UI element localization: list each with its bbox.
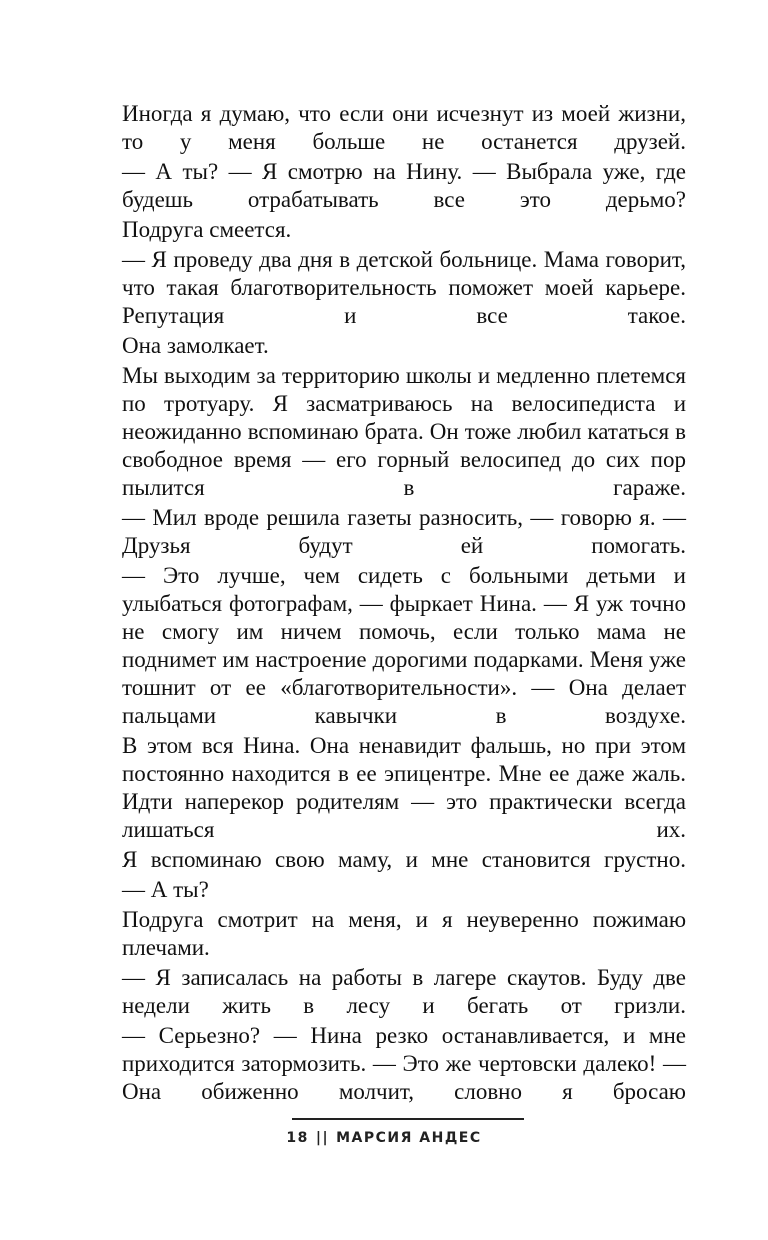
author-name: МАРСИЯ АНДЕС [336,1130,482,1146]
body-text [122,100,686,1106]
paragraph: — Я проведу два дня в детской больнице. Мама говорит, что такая благотворительность поможет моей карьере. Репутация и все такое. [122,247,686,328]
footer-rule [292,1118,524,1120]
paragraph: — Мил вроде решила газеты разносить, — говорю я. — Друзья будут ей помогать. [122,505,686,558]
paragraph: Я вспоминаю свою маму, и мне становится грустно. [122,847,686,872]
paragraph: — Это лучше, чем сидеть с больными детьми и улыбаться фотографам, — фыркает Нина. — Я уж точно не смогу им ничем помочь, если только мама не поднимет им настроение дорогими подарками. Меня уже тошнит от ее «благотворительности». — Она делает пальцами кавычки в воздухе. [122,563,686,728]
paragraph: — Серьезно? — Нина резко останавливается, и мне приходится затормозить. — Это же чертовски далеко! — Она обиженно молчит, словно я бросаю [122,1023,686,1104]
paragraph: — Я записалась на работы в лагере скаутов. Буду две недели жить в лесу и бегать от гризли. [122,965,686,1018]
paragraph: Иногда я думаю, что если они исчезнут из моей жизни, то у меня больше не останется друзей. [122,101,686,154]
footer-separator: || [315,1130,330,1146]
paragraph: Мы выходим за территорию школы и медленно плетемся по тротуару. Я засматриваюсь на велосипедиста и неожиданно вспоминаю брата. Он тоже любил кататься в свободное время — его горный велосипед до сих пор пылится в гараже. [122,363,686,500]
running-footer [0,1130,768,1146]
paragraph: Подруга смотрит на меня, и я неуверенно пожимаю плечами. [122,907,686,960]
paragraph: В этом вся Нина. Она ненавидит фальшь, но при этом постоянно находится в ее эпицентре. Мне ее даже жаль. Идти наперекор родителям — это практически всегда лишаться их. [122,733,686,842]
page-number: 18 [286,1130,309,1146]
paragraph: Она замолкает. [122,333,269,358]
paragraph: Подруга смеется. [122,217,292,242]
paragraph: — А ты? — Я смотрю на Нину. — Выбрала уже, где будешь отрабатывать все это дерьмо? [122,159,686,212]
paragraph: — А ты? [122,877,209,902]
